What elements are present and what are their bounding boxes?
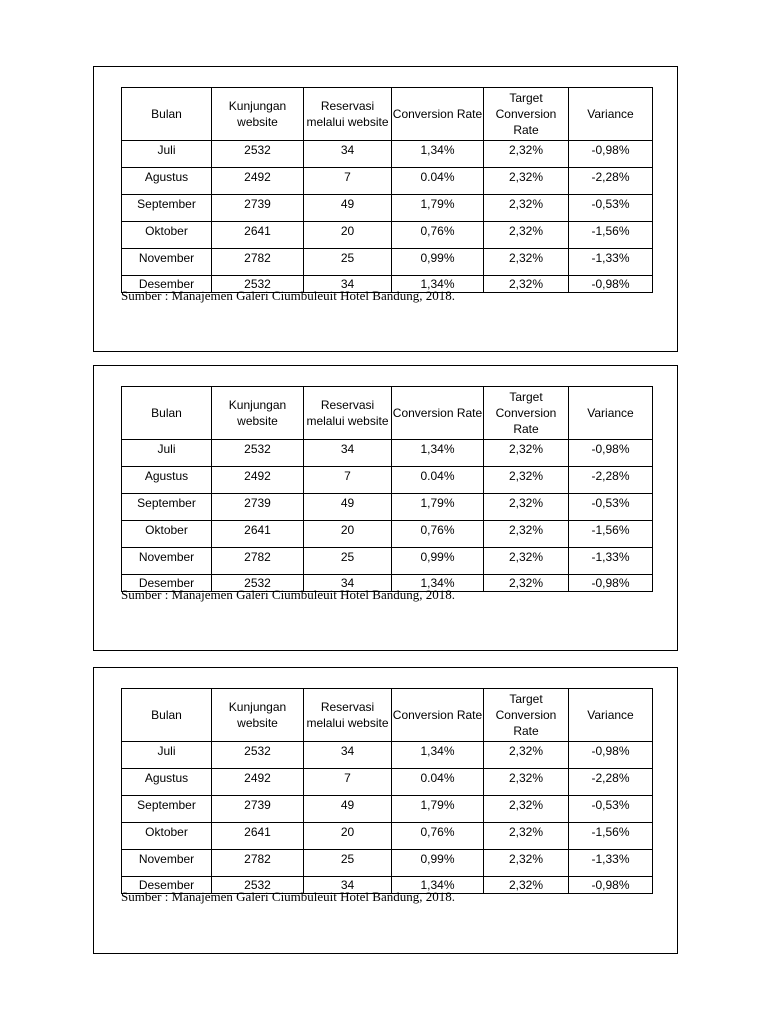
cell-reservasi: 7 — [304, 467, 392, 494]
cell-bulan: September — [122, 195, 212, 222]
cell-bulan: Desember — [122, 276, 212, 293]
header-bulan: Bulan — [122, 387, 212, 440]
table-row — [122, 823, 653, 850]
cell-conversion-rate: 1,34% — [392, 575, 484, 592]
cell-reservasi: 34 — [304, 276, 392, 293]
cell-kunjungan: 2492 — [212, 467, 304, 494]
conversion-table — [121, 688, 653, 894]
cell-kunjungan: 2532 — [212, 575, 304, 592]
cell-target: 2,32% — [484, 796, 569, 823]
header-kunjungan-website: Kunjungan website — [212, 689, 304, 742]
cell-target: 2,32% — [484, 141, 569, 168]
header-variance: Variance — [569, 387, 653, 440]
cell-target: 2,32% — [484, 168, 569, 195]
cell-reservasi: 20 — [304, 521, 392, 548]
cell-target: 2,32% — [484, 195, 569, 222]
cell-variance: -1,33% — [569, 850, 653, 877]
table-row — [122, 521, 653, 548]
cell-target: 2,32% — [484, 440, 569, 467]
cell-variance: -0,98% — [569, 877, 653, 894]
header-target-conversion-rate: Target Conversion Rate — [484, 387, 569, 440]
table-row — [122, 742, 653, 769]
table-row — [122, 769, 653, 796]
cell-reservasi: 20 — [304, 222, 392, 249]
cell-target: 2,32% — [484, 823, 569, 850]
conversion-table — [121, 87, 653, 293]
cell-conversion-rate: 0,76% — [392, 521, 484, 548]
cell-bulan: Oktober — [122, 521, 212, 548]
cell-conversion-rate: 0.04% — [392, 168, 484, 195]
cell-target: 2,32% — [484, 276, 569, 293]
cell-kunjungan: 2641 — [212, 222, 304, 249]
cell-variance: -1,56% — [569, 222, 653, 249]
cell-variance: -1,56% — [569, 521, 653, 548]
cell-variance: -1,33% — [569, 249, 653, 276]
table-row — [122, 141, 653, 168]
cell-variance: -1,33% — [569, 548, 653, 575]
cell-reservasi: 34 — [304, 440, 392, 467]
cell-kunjungan: 2641 — [212, 823, 304, 850]
cell-target: 2,32% — [484, 877, 569, 894]
cell-variance: -0,98% — [569, 141, 653, 168]
table-header-row — [122, 689, 653, 742]
header-conversion-rate: Conversion Rate — [392, 689, 484, 742]
table-row — [122, 249, 653, 276]
cell-variance: -2,28% — [569, 467, 653, 494]
cell-conversion-rate: 0,76% — [392, 222, 484, 249]
cell-conversion-rate: 0,99% — [392, 548, 484, 575]
cell-bulan: Agustus — [122, 467, 212, 494]
cell-kunjungan: 2532 — [212, 742, 304, 769]
cell-conversion-rate: 1,34% — [392, 141, 484, 168]
table-row — [122, 440, 653, 467]
cell-kunjungan: 2532 — [212, 276, 304, 293]
cell-target: 2,32% — [484, 521, 569, 548]
cell-variance: -0,53% — [569, 796, 653, 823]
cell-reservasi: 7 — [304, 168, 392, 195]
cell-kunjungan: 2532 — [212, 877, 304, 894]
header-kunjungan-website: Kunjungan website — [212, 88, 304, 141]
conversion-table — [121, 386, 653, 592]
cell-reservasi: 20 — [304, 823, 392, 850]
cell-reservasi: 25 — [304, 548, 392, 575]
header-bulan: Bulan — [122, 689, 212, 742]
cell-variance: -0,98% — [569, 440, 653, 467]
cell-kunjungan: 2782 — [212, 249, 304, 276]
table-row — [122, 796, 653, 823]
cell-target: 2,32% — [484, 249, 569, 276]
table-panel-3 — [93, 667, 678, 954]
cell-bulan: Agustus — [122, 769, 212, 796]
cell-variance: -0,98% — [569, 742, 653, 769]
cell-reservasi: 25 — [304, 249, 392, 276]
cell-variance: -0,98% — [569, 575, 653, 592]
cell-bulan: Agustus — [122, 168, 212, 195]
table-row — [122, 467, 653, 494]
cell-reservasi: 49 — [304, 796, 392, 823]
header-variance: Variance — [569, 689, 653, 742]
cell-conversion-rate: 1,79% — [392, 796, 484, 823]
cell-bulan: Oktober — [122, 823, 212, 850]
cell-variance: -2,28% — [569, 769, 653, 796]
header-kunjungan-website: Kunjungan website — [212, 387, 304, 440]
header-variance: Variance — [569, 88, 653, 141]
cell-kunjungan: 2532 — [212, 440, 304, 467]
cell-kunjungan: 2782 — [212, 548, 304, 575]
cell-target: 2,32% — [484, 769, 569, 796]
cell-conversion-rate: 1,79% — [392, 195, 484, 222]
cell-conversion-rate: 1,34% — [392, 877, 484, 894]
cell-reservasi: 34 — [304, 141, 392, 168]
cell-target: 2,32% — [484, 467, 569, 494]
cell-conversion-rate: 0.04% — [392, 467, 484, 494]
cell-kunjungan: 2782 — [212, 850, 304, 877]
cell-bulan: Juli — [122, 742, 212, 769]
header-target-conversion-rate: Target Conversion Rate — [484, 689, 569, 742]
source-caption: Sumber : Manajemen Galeri Ciumbuleuit Hotel Bandung, 2018. — [121, 587, 455, 602]
table-row — [122, 195, 653, 222]
cell-kunjungan: 2492 — [212, 769, 304, 796]
cell-conversion-rate: 1,34% — [392, 742, 484, 769]
cell-bulan: November — [122, 548, 212, 575]
table-row — [122, 850, 653, 877]
cell-conversion-rate: 1,34% — [392, 276, 484, 293]
cell-kunjungan: 2532 — [212, 141, 304, 168]
table-row — [122, 548, 653, 575]
cell-reservasi: 49 — [304, 195, 392, 222]
cell-reservasi: 49 — [304, 494, 392, 521]
cell-bulan: Desember — [122, 575, 212, 592]
table-row — [122, 494, 653, 521]
header-reservasi: Reservasi melalui website — [304, 88, 392, 141]
cell-target: 2,32% — [484, 222, 569, 249]
header-target-conversion-rate: Target Conversion Rate — [484, 88, 569, 141]
cell-bulan: Juli — [122, 440, 212, 467]
cell-target: 2,32% — [484, 850, 569, 877]
cell-reservasi: 34 — [304, 877, 392, 894]
cell-variance: -0,98% — [569, 276, 653, 293]
table-row — [122, 222, 653, 249]
cell-kunjungan: 2739 — [212, 494, 304, 521]
cell-target: 2,32% — [484, 742, 569, 769]
table-header-row — [122, 88, 653, 141]
cell-bulan: November — [122, 249, 212, 276]
cell-variance: -1,56% — [569, 823, 653, 850]
cell-conversion-rate: 1,79% — [392, 494, 484, 521]
cell-conversion-rate: 0,76% — [392, 823, 484, 850]
cell-target: 2,32% — [484, 575, 569, 592]
cell-kunjungan: 2641 — [212, 521, 304, 548]
cell-reservasi: 25 — [304, 850, 392, 877]
header-conversion-rate: Conversion Rate — [392, 387, 484, 440]
cell-reservasi: 34 — [304, 742, 392, 769]
cell-reservasi: 34 — [304, 575, 392, 592]
table-row — [122, 168, 653, 195]
cell-bulan: November — [122, 850, 212, 877]
header-reservasi: Reservasi melalui website — [304, 387, 392, 440]
cell-target: 2,32% — [484, 494, 569, 521]
cell-kunjungan: 2492 — [212, 168, 304, 195]
cell-conversion-rate: 0,99% — [392, 249, 484, 276]
cell-kunjungan: 2739 — [212, 195, 304, 222]
cell-bulan: September — [122, 796, 212, 823]
source-caption: Sumber : Manajemen Galeri Ciumbuleuit Hotel Bandung, 2018. — [121, 288, 455, 303]
cell-target: 2,32% — [484, 548, 569, 575]
header-bulan: Bulan — [122, 88, 212, 141]
cell-conversion-rate: 0,99% — [392, 850, 484, 877]
cell-variance: -0,53% — [569, 195, 653, 222]
source-caption: Sumber : Manajemen Galeri Ciumbuleuit Hotel Bandung, 2018. — [121, 889, 455, 904]
cell-reservasi: 7 — [304, 769, 392, 796]
cell-conversion-rate: 0.04% — [392, 769, 484, 796]
header-reservasi: Reservasi melalui website — [304, 689, 392, 742]
cell-conversion-rate: 1,34% — [392, 440, 484, 467]
cell-bulan: Juli — [122, 141, 212, 168]
cell-kunjungan: 2739 — [212, 796, 304, 823]
table-panel-2 — [93, 365, 678, 651]
cell-bulan: Desember — [122, 877, 212, 894]
table-panel-1 — [93, 66, 678, 352]
table-header-row — [122, 387, 653, 440]
cell-variance: -2,28% — [569, 168, 653, 195]
header-conversion-rate: Conversion Rate — [392, 88, 484, 141]
cell-bulan: Oktober — [122, 222, 212, 249]
cell-variance: -0,53% — [569, 494, 653, 521]
cell-bulan: September — [122, 494, 212, 521]
